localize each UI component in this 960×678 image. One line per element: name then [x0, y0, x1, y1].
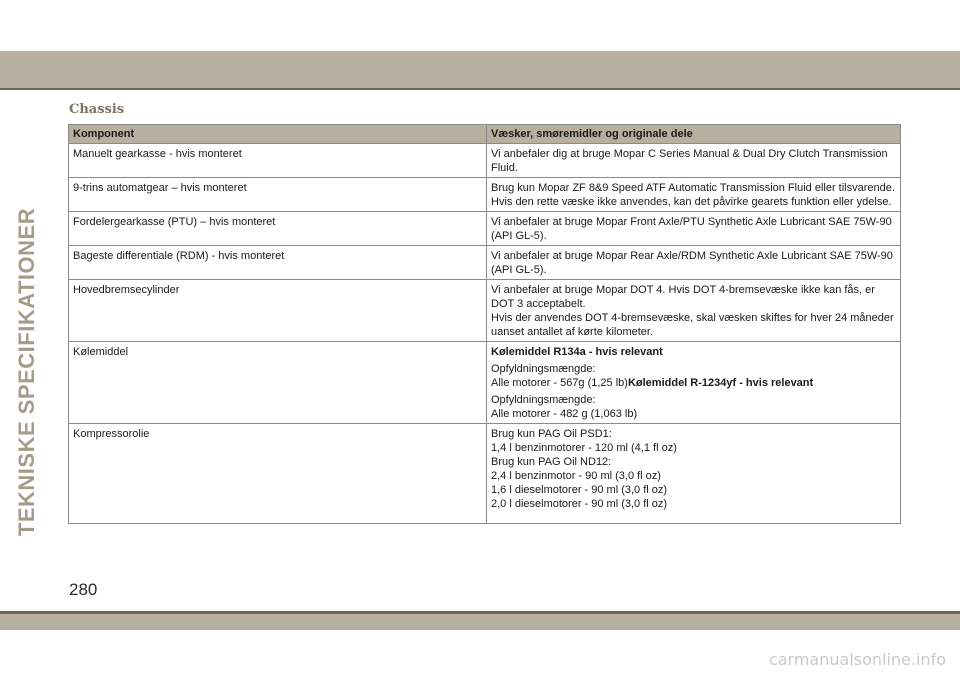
side-title: TEKNISKE SPECIFIKATIONER: [14, 207, 39, 537]
table-row: [69, 144, 901, 178]
spec-cell: Vi anbefaler at bruge Mopar Rear Axle/RDM Synthetic Axle Lubricant SAE 75W-90 (API GL-5).: [487, 246, 901, 280]
fill-value: Alle motorer - 482 g (1,063 lb): [491, 408, 638, 420]
refrigerant-heading: Kølemiddel R-1234yf - hvis relevant: [627, 377, 814, 389]
spec-line: Brug kun PAG Oil PSD1:: [491, 428, 612, 440]
table-row: [69, 424, 901, 524]
spec-line: Vi anbefaler at bruge Mopar DOT 4. Hvis DOT 4-bremsevæske ikke kan fås, er DOT 3 acceptabelt.: [491, 284, 875, 310]
spec-cell: [487, 342, 901, 424]
component-cell: 9-trins automatgear – hvis monteret: [69, 178, 487, 212]
fill-label: Opfyldningsmængde:: [491, 363, 596, 375]
refrigerant-heading: Kølemiddel R134a - hvis relevant: [491, 346, 663, 358]
spec-cell: [487, 280, 901, 342]
fill-value: Alle motorer - 567g (1,25 lb): [491, 377, 628, 389]
table-row: [69, 342, 901, 424]
table-row: [69, 246, 901, 280]
header-band: [0, 51, 960, 88]
header-rule: [0, 88, 960, 90]
spec-line: 1,6 l dieselmotorer - 90 ml (3,0 fl oz): [491, 484, 668, 496]
column-header-component: Komponent: [69, 125, 487, 144]
component-cell: Kompressorolie: [69, 424, 487, 524]
component-cell: Kølemiddel: [69, 342, 487, 424]
spec-cell: [487, 424, 901, 524]
specifications-table: [68, 124, 901, 524]
component-cell: Hovedbremsecylinder: [69, 280, 487, 342]
page-number: 280: [69, 580, 98, 599]
spec-cell: Vi anbefaler at bruge Mopar Front Axle/PTU Synthetic Axle Lubricant SAE 75W-90 (API GL-5).: [487, 212, 901, 246]
spec-line: Hvis der anvendes DOT 4-bremsevæske, skal væsken skiftes for hver 24 måneder uanset antallet af kørte kilometer.: [491, 312, 894, 338]
table-header-row: [69, 125, 901, 144]
spec-cell: Brug kun Mopar ZF 8&9 Speed ATF Automatic Transmission Fluid eller tilsvarende. Hvis den rette væske ikke anvendes, kan det påvirke gearets funktion eller ydelse.: [487, 178, 901, 212]
fill-label: Opfyldningsmængde:: [491, 394, 596, 406]
table-row: [69, 178, 901, 212]
component-cell: Manuelt gearkasse - hvis monteret: [69, 144, 487, 178]
component-cell: Fordelergearkasse (PTU) – hvis monteret: [69, 212, 487, 246]
spec-line: 2,0 l dieselmotorer - 90 ml (3,0 fl oz): [491, 498, 668, 510]
table-row: [69, 212, 901, 246]
spec-line: 2,4 l benzinmotor - 90 ml (3,0 fl oz): [491, 470, 661, 482]
section-title: Chassis: [69, 102, 125, 117]
footer-band: [0, 614, 960, 630]
table-row: [69, 280, 901, 342]
spec-line: 1,4 l benzinmotorer - 120 ml (4,1 fl oz): [491, 442, 677, 454]
component-cell: Bageste differentiale (RDM) - hvis monteret: [69, 246, 487, 280]
watermark: carmanualsonline.info: [768, 650, 946, 669]
spec-cell: Vi anbefaler dig at bruge Mopar C Series Manual & Dual Dry Clutch Transmission Fluid.: [487, 144, 901, 178]
column-header-spec: Væsker, smøremidler og originale dele: [487, 125, 901, 144]
spec-line: Brug kun PAG Oil ND12:: [491, 456, 612, 468]
